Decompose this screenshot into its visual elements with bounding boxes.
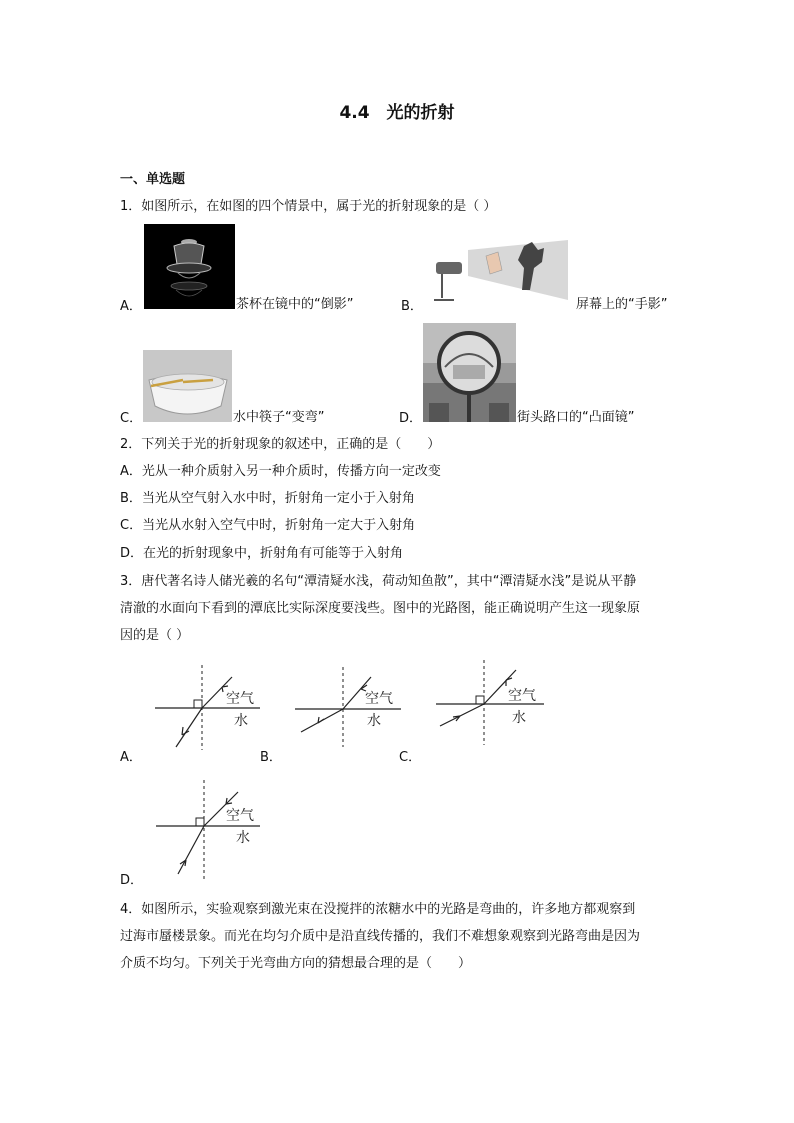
teacup-reflection-photo [144,224,235,309]
label-water: 水 [234,713,248,729]
q1-option-a-text: 茶杯在镜中的“倒影” [236,297,354,312]
q3-option-c-label: C． [399,750,422,765]
label-water: 水 [367,713,381,729]
q4-stem-line3: 介质不均匀。下列关于光弯曲方向的猜想最合理的是（ ） [120,956,472,971]
q3-option-d-label: D． [120,873,144,888]
label-air: 空气 [226,808,254,824]
page-title: 4.4 光的折射 [339,103,455,123]
ray-diagram-b [293,667,408,752]
q2-option-d: D．在光的折射现象中，折射角有可能等于入射角 [120,546,404,561]
label-air: 空气 [365,691,393,707]
hand-shadow-photo [428,240,570,306]
q3-option-b-label: B． [260,750,282,765]
q2-option-a: A．光从一种介质射入另一种介质时，传播方向一定改变 [120,464,441,479]
q4-stem-line1: 4．如图所示，实验观察到激光束在没搅拌的浓糖水中的光路是弯曲的，许多地方都观察到 [120,902,636,917]
ray-diagram-c [432,660,552,745]
label-water: 水 [236,830,250,846]
chopsticks-in-water-photo [143,350,232,422]
q1-option-d-label: D． [399,411,423,426]
ray-diagram-a [150,665,270,750]
q3-stem-line1: 3．唐代著名诗人储光羲的名句“潭清疑水浅，荷动知鱼散”，其中“潭清疑水浅”是说从平静 [120,574,637,589]
q1-option-b-label: B． [401,299,423,314]
ray-diagram-d [152,780,267,880]
q1-option-c-label: C． [120,411,143,426]
q1-option-c-text: 水中筷子“变弯” [233,410,325,425]
q3-option-a-label: A． [120,750,142,765]
label-air: 空气 [226,691,254,707]
q1-stem: 1．如图所示，在如图的四个情景中，属于光的折射现象的是（ ） [120,199,497,214]
q2-option-c: C．当光从水射入空气中时，折射角一定大于入射角 [120,518,416,533]
q3-stem-line2: 清澈的水面向下看到的潭底比实际深度要浅些。图中的光路图，能正确说明产生这一现象原 [120,601,641,616]
label-water: 水 [512,710,526,726]
q1-option-d-text: 街头路口的“凸面镜” [517,410,635,425]
q4-stem-line2: 过海市蜃楼景象。而光在均匀介质中是沿直线传播的，我们不难想象观察到光路弯曲是因为 [120,929,641,944]
convex-mirror-photo [423,323,516,422]
q3-stem-line3: 因的是（ ） [120,628,190,643]
q2-option-b: B．当光从空气射入水中时，折射角一定小于入射角 [120,491,415,506]
q2-stem: 2．下列关于光的折射现象的叙述中，正确的是（ ） [120,437,441,452]
q1-option-a-label: A． [120,299,142,314]
q1-option-b-text: 屏幕上的“手影” [576,297,668,312]
label-air: 空气 [508,688,536,704]
section-heading: 一、单选题 [120,172,186,187]
